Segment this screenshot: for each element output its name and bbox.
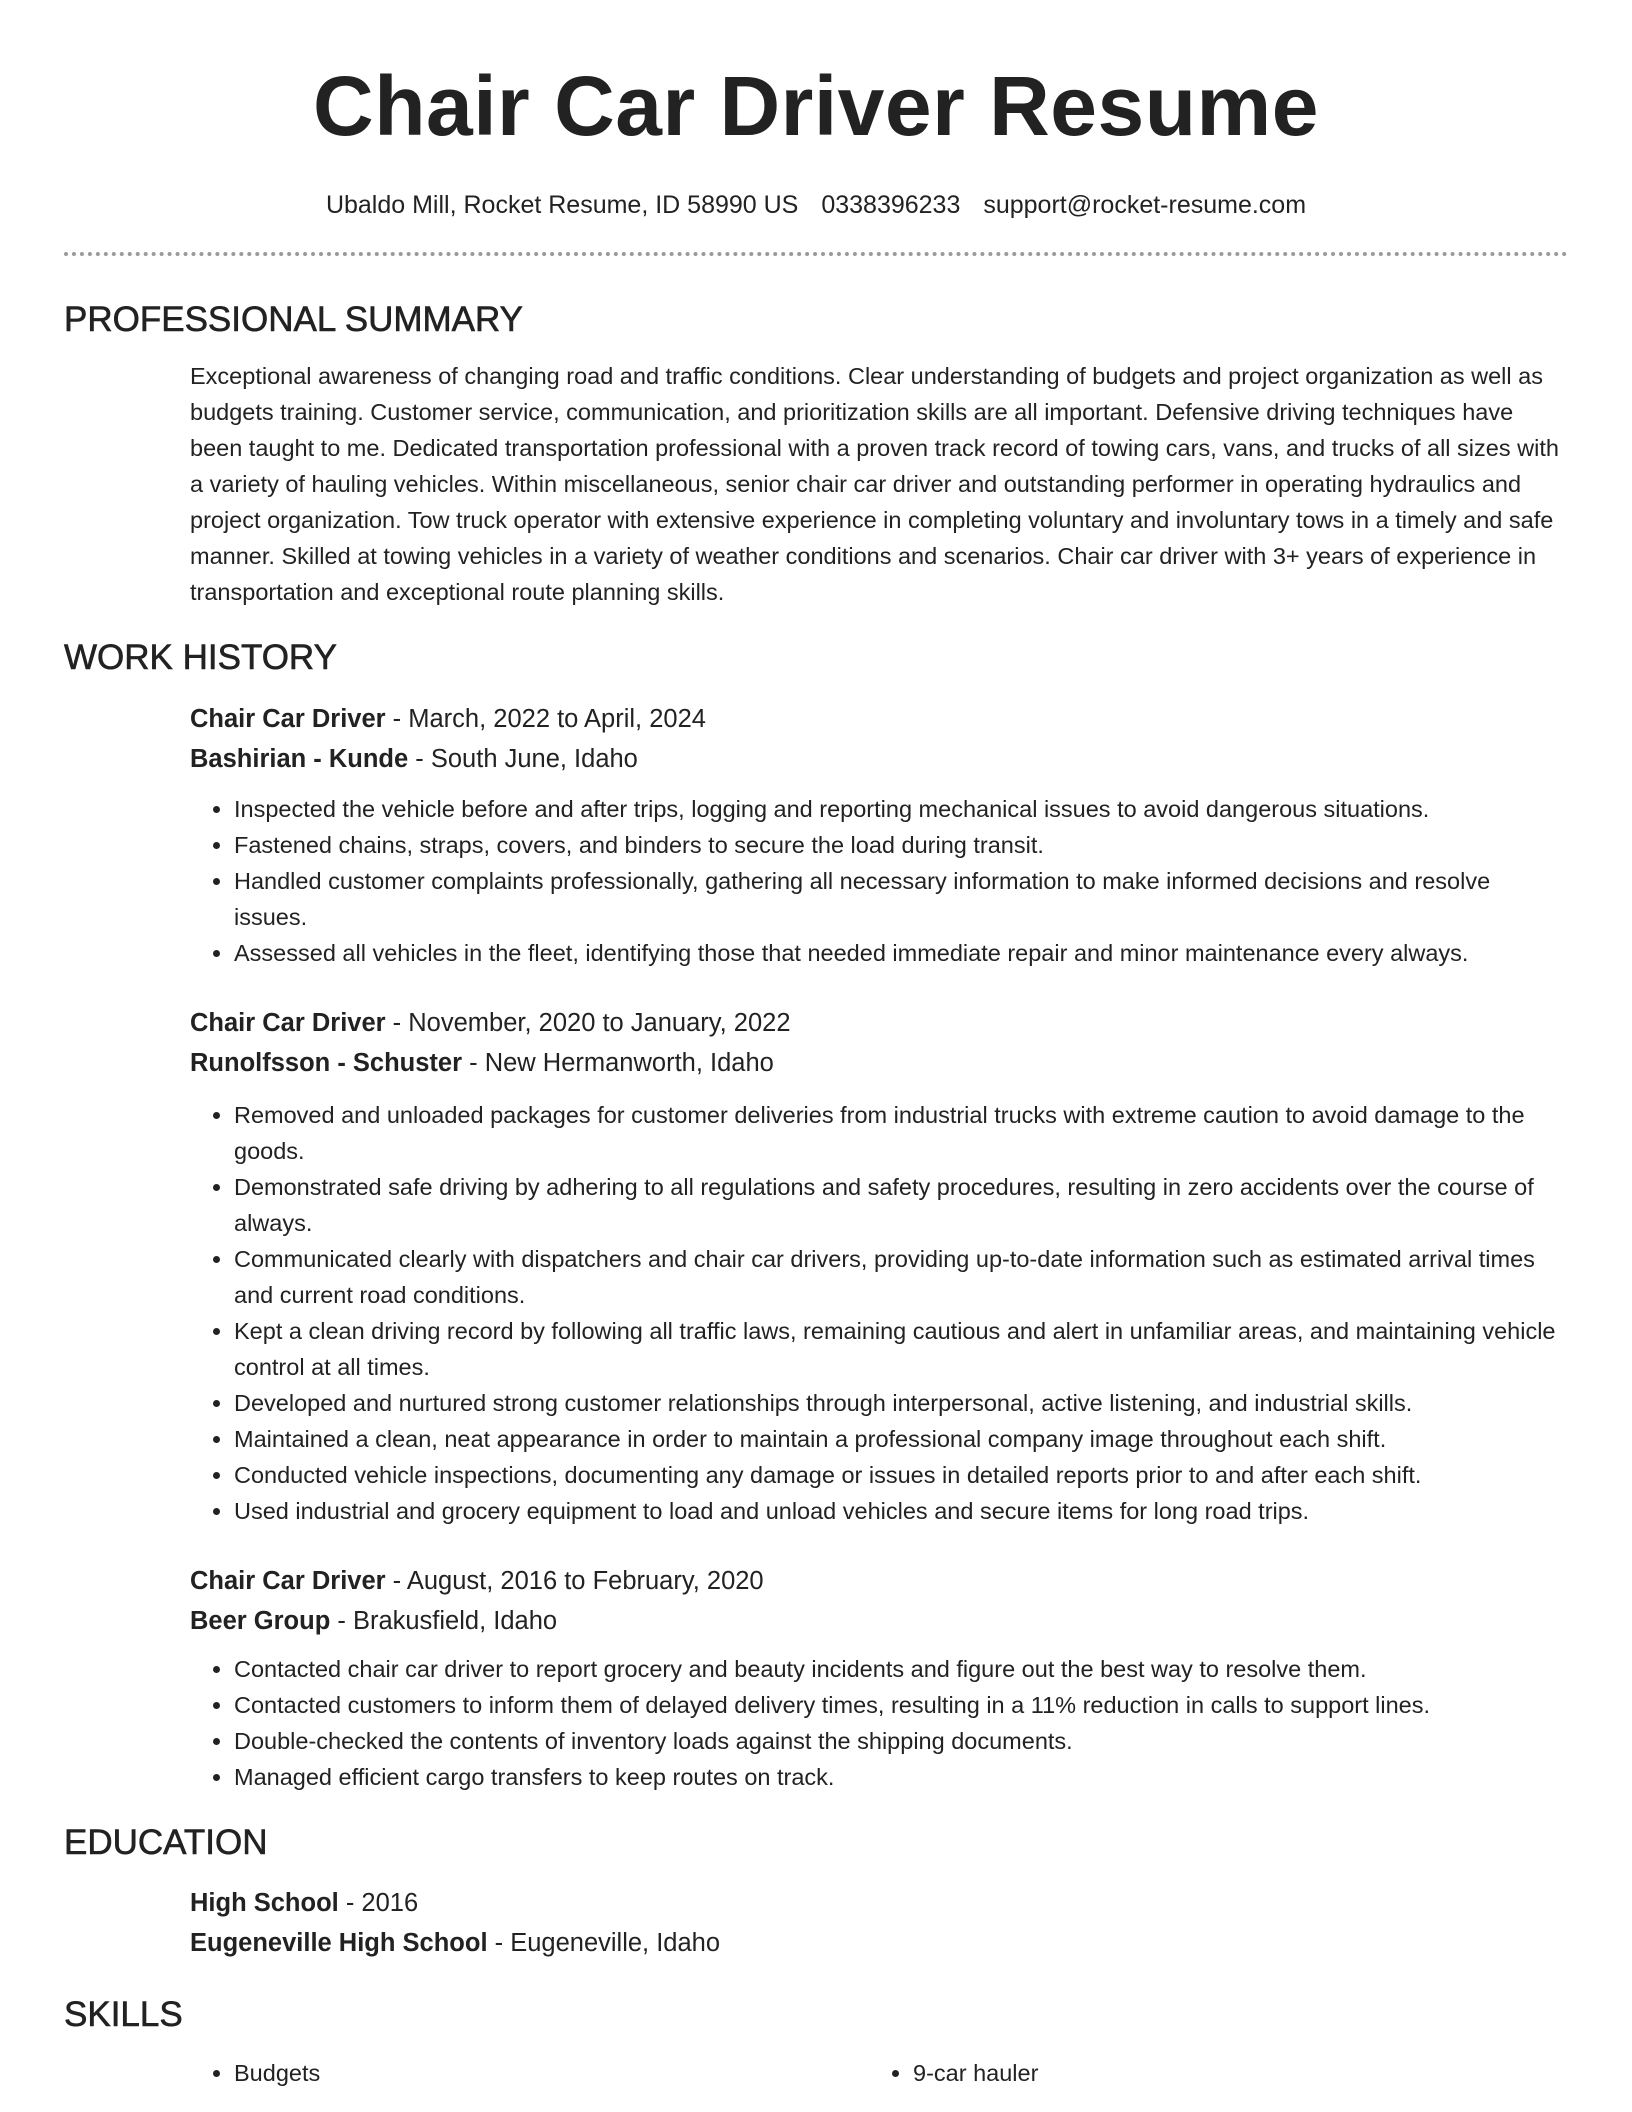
contact-line [64, 188, 1568, 222]
job-entry [190, 1561, 1568, 1795]
job-title: Chair Car Driver [190, 1009, 386, 1037]
list-item: • Contacted chair car driver to report grocery and beauty incidents and figure out the best way to resolve them. [234, 1651, 1568, 1687]
list-item: • Double-checked the contents of inventory loads against the shipping documents. [234, 1723, 1568, 1759]
list-item: • Assessed all vehicles in the fleet, identifying those that needed immediate repair and minor maintenance every always. [234, 935, 1568, 971]
education-year: - 2016 [338, 1889, 419, 1917]
list-item: • Contacted customers to inform them of delayed delivery times, resulting in a 11% reduction in calls to support lines. [234, 1687, 1568, 1723]
education-degree: High School [190, 1889, 339, 1917]
job-bullets [190, 1651, 1568, 1795]
job-company-line [190, 1601, 1568, 1641]
work-history-heading: WORK HISTORY [64, 638, 337, 677]
job-company: Bashirian - Kunde [190, 745, 409, 773]
list-item: • Inspected the vehicle before and after trips, logging and reporting mechanical issues to avoid dangerous situations. [234, 791, 1568, 827]
summary-text: Exceptional awareness of changing road and traffic conditions. Clear understanding of budgets and project organization as well as budgets training. Customer service, communication, and prioritization skills are all important. Defensive driving techniques have been taught to me. Dedicated transportation professional with a proven track record of towing cars, vans, and trucks of all sizes with a variety of hauling vehicles. Within miscellaneous, senior chair car driver and outstanding performer in operating hydraulics and project organization. Tow truck operator with extensive experience in completing voluntary and involuntary tows in a timely and safe manner. Skilled at towing vehicles in a variety of weather conditions and scenarios. Chair car driver with 3+ years of experience in transportation and exceptional route planning skills. [190, 363, 1559, 605]
header-divider [64, 252, 1568, 256]
job-location: - South June, Idaho [408, 745, 638, 773]
skill-item: • 9-car hauler [913, 2055, 1548, 2091]
job-bullets [190, 1097, 1568, 1529]
job-title-line [190, 1003, 1568, 1043]
job-dates: - August, 2016 to February, 2020 [385, 1567, 764, 1595]
list-item: • Removed and unloaded packages for customer deliveries from industrial trucks with extreme caution to avoid damage to the goods. [234, 1097, 1568, 1169]
list-item: • Managed efficient cargo transfers to keep routes on track. [234, 1759, 1568, 1795]
resume-title: Chair Car Driver Resume [313, 59, 1319, 153]
list-item: • Used industrial and grocery equipment to load and unload vehicles and secure items for long road trips. [234, 1493, 1568, 1529]
job-bullets [190, 791, 1568, 971]
summary-heading: PROFESSIONAL SUMMARY [64, 300, 523, 339]
job-dates: - November, 2020 to January, 2022 [385, 1009, 791, 1037]
education-location: - Eugeneville, Idaho [487, 1929, 721, 1957]
skill-item: • Budgets [234, 2055, 869, 2091]
list-item: • Communicated clearly with dispatchers and chair car drivers, providing up-to-date information such as estimated arrival times and current road conditions. [234, 1241, 1568, 1313]
job-title: Chair Car Driver [190, 1567, 386, 1595]
resume-page [64, 0, 1568, 2091]
skills-heading: SKILLS [64, 1995, 183, 2034]
skills-list-left [190, 2055, 869, 2091]
job-title: Chair Car Driver [190, 705, 386, 733]
list-item: • Demonstrated safe driving by adhering to all regulations and safety procedures, resulting in zero accidents over the course of always. [234, 1169, 1568, 1241]
job-entry [190, 1003, 1568, 1529]
contact-address: Ubaldo Mill, Rocket Resume, ID 58990 US [325, 191, 799, 219]
work-history-section [190, 699, 1568, 1795]
job-company: Runolfsson - Schuster [190, 1049, 463, 1077]
list-item: • Maintained a clean, neat appearance in order to maintain a professional company image throughout each shift. [234, 1421, 1568, 1457]
job-title-line [190, 1561, 1568, 1601]
list-item: • Kept a clean driving record by following all traffic laws, remaining cautious and alert in unfamiliar areas, and maintaining vehicle control at all times. [234, 1313, 1568, 1385]
education-degree-line [190, 1883, 1568, 1923]
job-company: Beer Group [190, 1607, 331, 1635]
list-item: • Conducted vehicle inspections, documenting any damage or issues in detailed reports prior to and after each shift. [234, 1457, 1568, 1493]
job-location: - New Hermanworth, Idaho [462, 1049, 774, 1077]
education-school-line [190, 1923, 1568, 1963]
skills-list-right [869, 2055, 1548, 2091]
job-company-line [190, 739, 1568, 779]
contact-email: support@rocket-resume.com [983, 191, 1307, 219]
education-section [190, 1883, 1568, 1963]
job-location: - Brakusfield, Idaho [330, 1607, 558, 1635]
list-item: • Fastened chains, straps, covers, and binders to secure the load during transit. [234, 827, 1568, 863]
list-item: • Handled customer complaints professionally, gathering all necessary information to make informed decisions and resolve issues. [234, 863, 1568, 935]
contact-phone: 0338396233 [821, 191, 961, 219]
list-item: • Developed and nurtured strong customer relationships through interpersonal, active listening, and industrial skills. [234, 1385, 1568, 1421]
education-school: Eugeneville High School [190, 1929, 488, 1957]
summary-section [190, 358, 1568, 610]
education-heading: EDUCATION [64, 1823, 268, 1862]
skills-section [190, 2055, 1568, 2091]
job-entry [190, 699, 1568, 971]
job-company-line [190, 1043, 1568, 1083]
job-dates: - March, 2022 to April, 2024 [385, 705, 706, 733]
job-title-line [190, 699, 1568, 739]
